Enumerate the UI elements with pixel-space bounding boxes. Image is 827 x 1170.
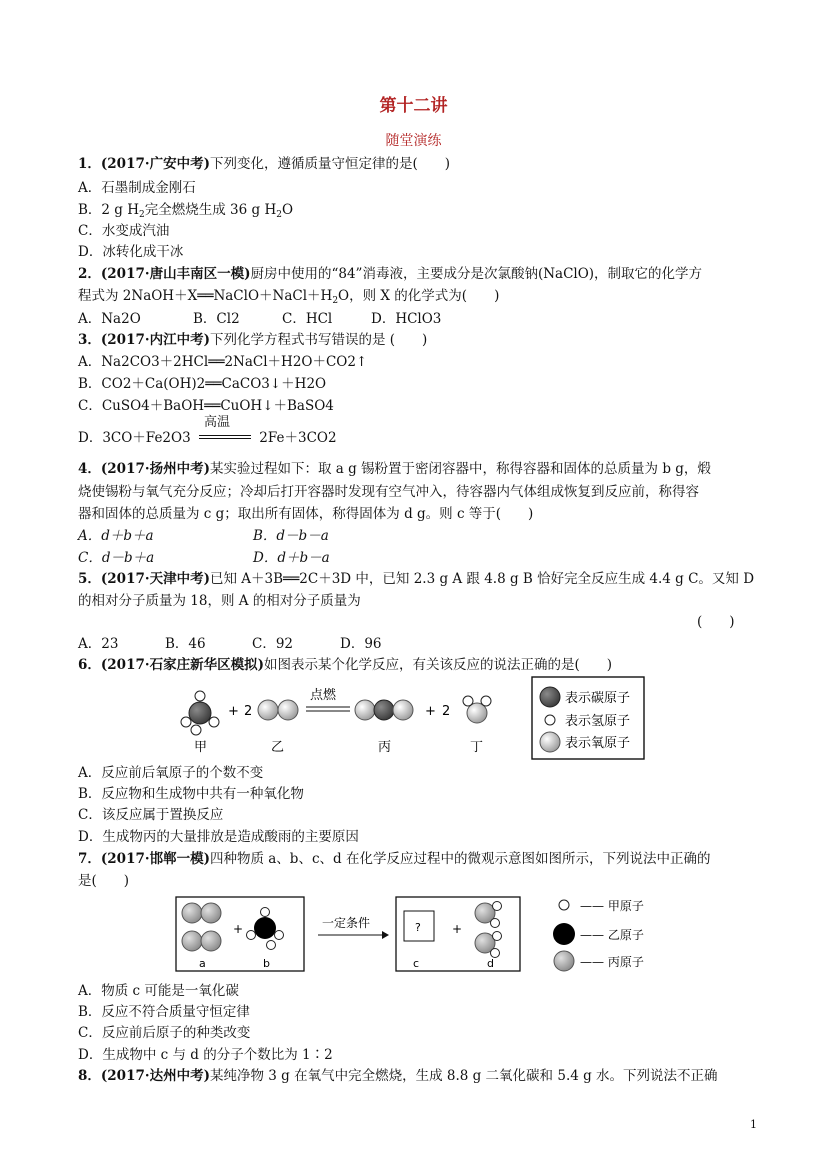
q4-stem-line2: 烧使锡粉与氧气充分反应；冷却后打开容器时发现有空气冲入，待容器内气体组成恢复到反应前，称得容 (78, 484, 699, 500)
label-b: b (263, 957, 270, 970)
molecule-d (475, 902, 502, 958)
q6-option-d: D．生成物丙的大量排放是造成酸雨的主要原因 (78, 829, 359, 845)
q8-stem: 8．(2017·达州中考)某纯净物 3 g 在氧气中完全燃烧，生成 8.8 g 二氧化碳和 5.4 g 水。下列说法不正确 (78, 1068, 718, 1084)
carbon-dioxide-molecule (355, 700, 413, 720)
q2-option-b: B．Cl2 (193, 311, 240, 327)
legend-yi: —— 乙原子 (580, 928, 644, 942)
q6-coef-1: 2 (244, 704, 253, 719)
q2-stem-line2: 程式为 $2NaOH+X══NaClO+NaCl+H_2O$，则 X 的化学式为( ) (78, 288, 500, 306)
label-ding: 丁 (470, 740, 484, 755)
q6-option-a: A．反应前后氧原子的个数不变 (78, 765, 264, 781)
q5-option-b: B．46 (165, 636, 206, 652)
q7-option-a: A．物质 c 可能是一氧化碳 (78, 983, 239, 999)
water-molecule (463, 696, 491, 723)
q6-plus-1: + (228, 704, 239, 719)
q4-option-b: B．d－b－a (253, 528, 329, 544)
legend-jia: —— 甲原子 (580, 899, 644, 913)
q7-plus-1: + (233, 922, 244, 936)
question-mark: ? (415, 921, 421, 934)
q4-option-c: C．d－b＋a (78, 550, 155, 566)
q5-option-d: D．96 (340, 636, 382, 652)
q3-option-b: B．CO2＋Ca(OH)2══CaCO3↓＋H2O (78, 376, 327, 392)
page-title: 第十二讲 (379, 96, 448, 116)
q3-option-c: C．CuSO4＋BaOH══CuOH↓＋BaSO4 (78, 398, 334, 414)
q7-plus-2: + (452, 922, 463, 936)
q2-option-d: D．HClO3 (371, 311, 442, 327)
q7-reaction-diagram (175, 893, 665, 979)
q6-coef-2: 2 (442, 704, 451, 719)
legend-hydrogen: 表示氢原子 (565, 714, 631, 729)
molecule-b (247, 908, 284, 950)
q3-option-d: D．3CO＋Fe2O3 高温 2Fe＋3CO2 (78, 415, 337, 446)
q1-stem: 1．(2017·广安中考)下列变化，遵循质量守恒定律的是( ) (78, 156, 451, 172)
q6-stem: 6．(2017·石家庄新华区模拟)如图表示某个化学反应，有关该反应的说法正确的是( ) (78, 657, 613, 673)
q7-option-b: B．反应不符合质量守恒定律 (78, 1004, 250, 1020)
q5-option-c: C．92 (252, 636, 294, 652)
molecule-a (182, 903, 221, 951)
q4-stem-line3: 器和固体的总质量为 c g；取出所有固体，称得固体为 d g。则 c 等于( ) (78, 506, 534, 522)
q5-option-a: A．23 (78, 636, 119, 652)
q2-option-c: C．HCl (282, 311, 333, 327)
q2-option-a: A．Na2O (78, 311, 141, 327)
q4-stem-line1: 4．(2017·扬州中考)某实验过程如下：取 a g 锡粉置于密闭容器中，称得容器和固体的总质量为 b g，煅 (78, 461, 711, 477)
q1-option-a: A．石墨制成金刚石 (78, 180, 196, 196)
label-yi: 乙 (271, 740, 285, 755)
q6-legend (532, 677, 644, 759)
q5-answer-paren: ( ) (697, 614, 735, 630)
methane-molecule (181, 691, 219, 735)
label-a: a (199, 957, 206, 970)
label-c: c (413, 957, 420, 970)
q1-option-c: C．水变成汽油 (78, 223, 170, 239)
q6-plus-2: + (425, 704, 436, 719)
q7-option-c: C．反应前后原子的种类改变 (78, 1025, 251, 1041)
q1-option-d: D．冰转化成干冰 (78, 244, 184, 260)
high-temp-condition: 高温 (199, 430, 251, 447)
section-subtitle: 随堂演练 (385, 133, 442, 149)
q7-legend (553, 899, 644, 971)
label-jia: 甲 (194, 740, 208, 755)
arrow-head-icon (382, 931, 389, 939)
label-bing: 丙 (378, 740, 392, 755)
q6-option-b: B．反应物和生成物中共有一种氧化物 (78, 786, 304, 802)
legend-oxygen: 表示氧原子 (565, 736, 631, 751)
q1-option-b: B．2 g $H_2$完全燃烧生成 36 g $H_2O$ (78, 202, 294, 220)
legend-carbon: 表示碳原子 (565, 691, 631, 706)
q7-option-d: D．生成物中 c 与 d 的分子个数比为 1∶2 (78, 1047, 333, 1063)
label-d: d (487, 957, 494, 970)
page-number: 1 (750, 1118, 757, 1131)
q2-stem-line1: 2．(2017·唐山丰南区一模)厨房中使用的“84”消毒液，主要成分是次氯酸钠(NaClO)，制取它的化学方 (78, 266, 703, 282)
q4-option-d: D．d＋b－a (253, 550, 330, 566)
q3-option-a: A．Na2CO3＋2HCl══2NaCl＋H2O＋CO2↑ (78, 354, 368, 370)
oxygen-molecule (258, 700, 298, 720)
q3-stem: 3．(2017·内江中考)下列化学方程式书写错误的是 ( ) (78, 332, 428, 348)
q6-option-c: C．该反应属于置换反应 (78, 807, 224, 823)
q6-reaction-diagram (170, 675, 660, 763)
q7-stem-line2: 是( ) (78, 873, 130, 889)
q7-stem-line1: 7．(2017·邯郸一模)四种物质 a、b、c、d 在化学反应过程中的微观示意图如图所示，下列说法中正确的 (78, 851, 711, 867)
q7-condition: 一定条件 (322, 916, 371, 930)
q4-option-a: A．d＋b＋a (78, 528, 154, 544)
q5-stem-line2: 的相对分子质量为 18，则 A 的相对分子质量为 (78, 593, 361, 609)
legend-bing: —— 丙原子 (580, 955, 644, 969)
q5-stem-line1: 5．(2017·天津中考)已知 A＋3B══2C＋3D 中，已知 2.3 g A 跟 4.8 g B 恰好完全反应生成 4.4 g C。又知 D (78, 571, 755, 587)
q6-condition: 点燃 (310, 688, 337, 703)
